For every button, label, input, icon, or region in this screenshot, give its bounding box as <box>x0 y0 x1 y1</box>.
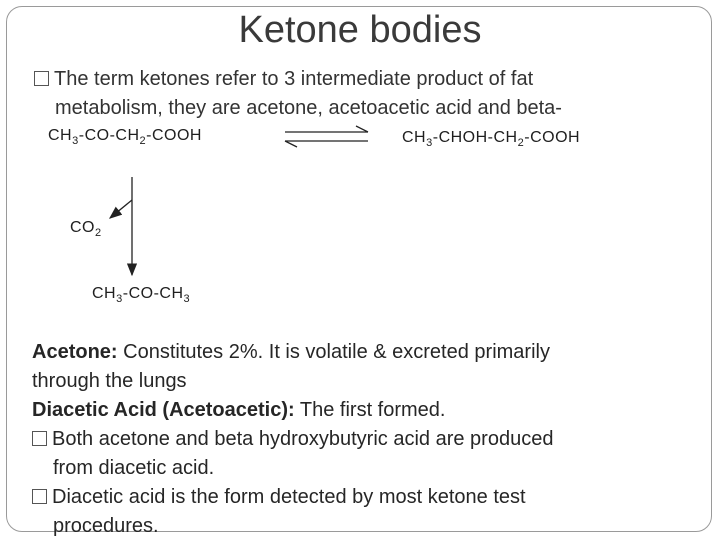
acetone-paragraph <box>32 338 692 396</box>
acetone-label: Acetone: <box>32 341 118 363</box>
co2-label: $CO_2$ <box>70 219 102 240</box>
reaction-diagram <box>40 115 680 315</box>
intro-line-1: The term ketones refer to 3 intermediate product of fat <box>54 68 534 90</box>
bullet-2-line-1: Diacetic acid is the form detected by most ketone test <box>52 486 526 508</box>
slide-title: Ketone bodies <box>238 9 482 51</box>
bullet-box-icon <box>34 71 49 86</box>
diacetic-paragraph <box>32 396 692 425</box>
bullet-box-icon <box>32 489 47 504</box>
acetone-formula: $CH_3-CO-CH_3$ <box>92 285 191 306</box>
diacetic-label: Diacetic Acid (Acetoacetic): <box>32 399 295 421</box>
acetoacetic-acid-formula: $CH_3-CO-CH_2$-COOH <box>48 127 202 148</box>
acetone-text: Constitutes 2%. It is volatile & excreted primarily <box>117 341 550 363</box>
body-content <box>32 338 692 541</box>
bullet-1-line-1: Both acetone and beta hydroxybutyric acid are produced <box>52 428 554 450</box>
hydroxybutyric-acid-formula: $CH_3-CHOH-CH_2$-COOH <box>402 129 581 150</box>
diacetic-text: The first formed. <box>294 399 446 421</box>
bullet-item <box>32 425 692 483</box>
bullet-1-line-2: from diacetic acid. <box>53 457 215 479</box>
bullet-item <box>32 483 692 541</box>
bullet-box-icon <box>32 431 47 446</box>
acetone-text-2: through the lungs <box>32 370 187 392</box>
co2-release-arrow <box>110 200 132 218</box>
intro-line-2: metabolism, they are acetone, acetoacetic acid and beta- <box>55 97 562 119</box>
bullet-2-line-2: procedures. <box>53 515 159 537</box>
